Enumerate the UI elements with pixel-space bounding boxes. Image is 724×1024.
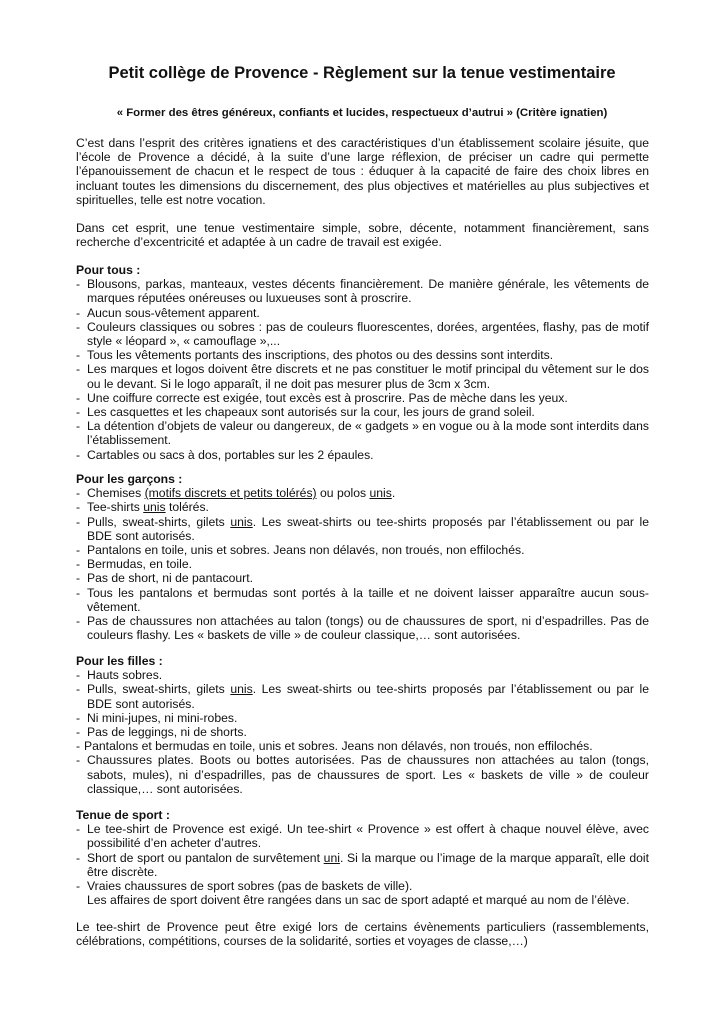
list-item: - Bermudas, en toile. bbox=[76, 557, 649, 571]
list-item: - Chaussures plates. Boots ou bottes autorisées. Pas de chaussures non attachées au talon (tongs, sabots, mules), ni d’espadrilles, pas de chaussures de sport. Les « baskets de ville » de couleur classique,… sont autorisées. bbox=[76, 753, 649, 796]
section-pour-les-garcons bbox=[76, 472, 649, 642]
section-pour-tous bbox=[76, 263, 649, 462]
list-item: - Ni mini-jupes, ni mini-robes. bbox=[76, 711, 649, 725]
list-item: - Short de sport ou pantalon de survêtement uni. Si la marque ou l’image de la marque apparaît, elle doit être discrète. bbox=[76, 851, 649, 879]
list-item: - Aucun sous-vêtement apparent. bbox=[76, 306, 649, 320]
list-item: - Pas de leggings, ni de shorts. bbox=[76, 725, 649, 739]
document-title: Petit collège de Provence - Règlement sur la tenue vestimentaire bbox=[108, 64, 616, 82]
closing-paragraph: Le tee-shirt de Provence peut être exigé lors de certains évènements particuliers (rassemblements, célébrations, compétitions, courses de la solidarité, sorties et voyages de classe,…) bbox=[76, 920, 649, 949]
list-item: - Tee-shirts unis tolérés. bbox=[76, 500, 649, 514]
section-pour-les-filles bbox=[76, 654, 649, 796]
list-item: Les affaires de sport doivent être rangées dans un sac de sport adapté et marqué au nom de l’élève. bbox=[87, 893, 630, 908]
intro-paragraph-1: C’est dans l’esprit des critères ignatiens et des caractéristiques d’un établissement scolaire jésuite, que l’école de Provence a décidé, à la suite d’une large réflexion, de préciser un cadre qui permette l’épanouissement de chacun et le respect de tous : éduquer à la capacité de faire des choix libres en incluant toutes les dimensions du discernement, des plus objectives et matérielles au plus subjectives et spirituelles, telle est notre vocation. bbox=[76, 136, 649, 207]
list-item: - Les marques et logos doivent être discrets et ne pas constituer le motif principal du vêtement sur le dos ou le devant. Si le logo apparaît, il ne doit pas mesurer plus de 3cm x 3cm. bbox=[76, 362, 649, 390]
list-item: - Hauts sobres. bbox=[76, 668, 649, 682]
list-item: - Cartables ou sacs à dos, portables sur les 2 épaules. bbox=[76, 448, 649, 462]
list-item: - Pulls, sweat-shirts, gilets unis. Les sweat-shirts ou tee-shirts proposés par l’établissement ou par le BDE sont autorisés. bbox=[76, 515, 649, 543]
list-item: - Le tee-shirt de Provence est exigé. Un tee-shirt « Provence » est offert à chaque nouvel élève, avec possibilité d’en acheter d’autres. bbox=[76, 822, 649, 850]
section-heading: Pour les filles : bbox=[76, 654, 163, 668]
document-motto: « Former des êtres généreux, confiants et lucides, respectueux d’autrui » (Critère ignatien) bbox=[116, 107, 608, 119]
list-pour-les-garcons bbox=[76, 486, 649, 642]
list-item: - Une coiffure correcte est exigée, tout excès est à proscrire. Pas de mèche dans les yeux. bbox=[76, 391, 649, 405]
list-tenue-de-sport bbox=[76, 822, 649, 907]
section-heading: Tenue de sport : bbox=[76, 808, 170, 822]
list-item: - Pantalons en toile, unis et sobres. Jeans non délavés, non troués, non effilochés. bbox=[76, 543, 649, 557]
list-item: - La détention d’objets de valeur ou dangereux, de « gadgets » en vogue ou à la mode sont interdits dans l’établissement. bbox=[76, 419, 649, 447]
list-item: - Pantalons et bermudas en toile, unis et sobres. Jeans non délavés, non troués, non effilochés. bbox=[76, 739, 649, 753]
list-pour-les-filles bbox=[76, 668, 649, 796]
list-item: - Tous les vêtements portants des inscriptions, des photos ou des dessins sont interdits. bbox=[76, 348, 649, 362]
list-item: - Pas de chaussures non attachées au talon (tongs) ou de chaussures de sport, ni d’espadrilles. Pas de couleurs flashy. Les « baskets de ville » de couleur classique,… sont autorisées. bbox=[76, 614, 649, 642]
list-item: - Vraies chaussures de sport sobres (pas de baskets de ville). bbox=[76, 879, 649, 893]
list-item: - Blousons, parkas, manteaux, vestes décents financièrement. De manière générale, les vêtements de marques réputées onéreuses ou luxueuses sont à proscrire. bbox=[76, 277, 649, 305]
list-pour-tous bbox=[76, 277, 649, 462]
list-item: - Les casquettes et les chapeaux sont autorisés sur la cour, les jours de grand soleil. bbox=[76, 405, 649, 419]
list-item: - Pulls, sweat-shirts, gilets unis. Les sweat-shirts ou tee-shirts proposés par l’établissement ou par le BDE sont autorisés. bbox=[76, 682, 649, 710]
list-item: - Chemises (motifs discrets et petits tolérés) ou polos unis. bbox=[76, 486, 649, 500]
list-item: - Pas de short, ni de pantacourt. bbox=[76, 571, 649, 585]
section-heading: Pour tous : bbox=[76, 263, 141, 277]
list-item: - Couleurs classiques ou sobres : pas de couleurs fluorescentes, dorées, argentées, flashy, pas de motif style « léopard », « camouflage »,... bbox=[76, 320, 649, 348]
section-heading: Pour les garçons : bbox=[76, 472, 183, 486]
list-item: - Tous les pantalons et bermudas sont portés à la taille et ne doivent laisser apparaître aucun sous-vêtement. bbox=[76, 586, 649, 614]
section-tenue-de-sport bbox=[76, 808, 649, 907]
intro-paragraph-2: Dans cet esprit, une tenue vestimentaire simple, sobre, décente, notamment financièrement, sans recherche d’excentricité et adaptée à un cadre de travail est exigée. bbox=[76, 221, 649, 250]
